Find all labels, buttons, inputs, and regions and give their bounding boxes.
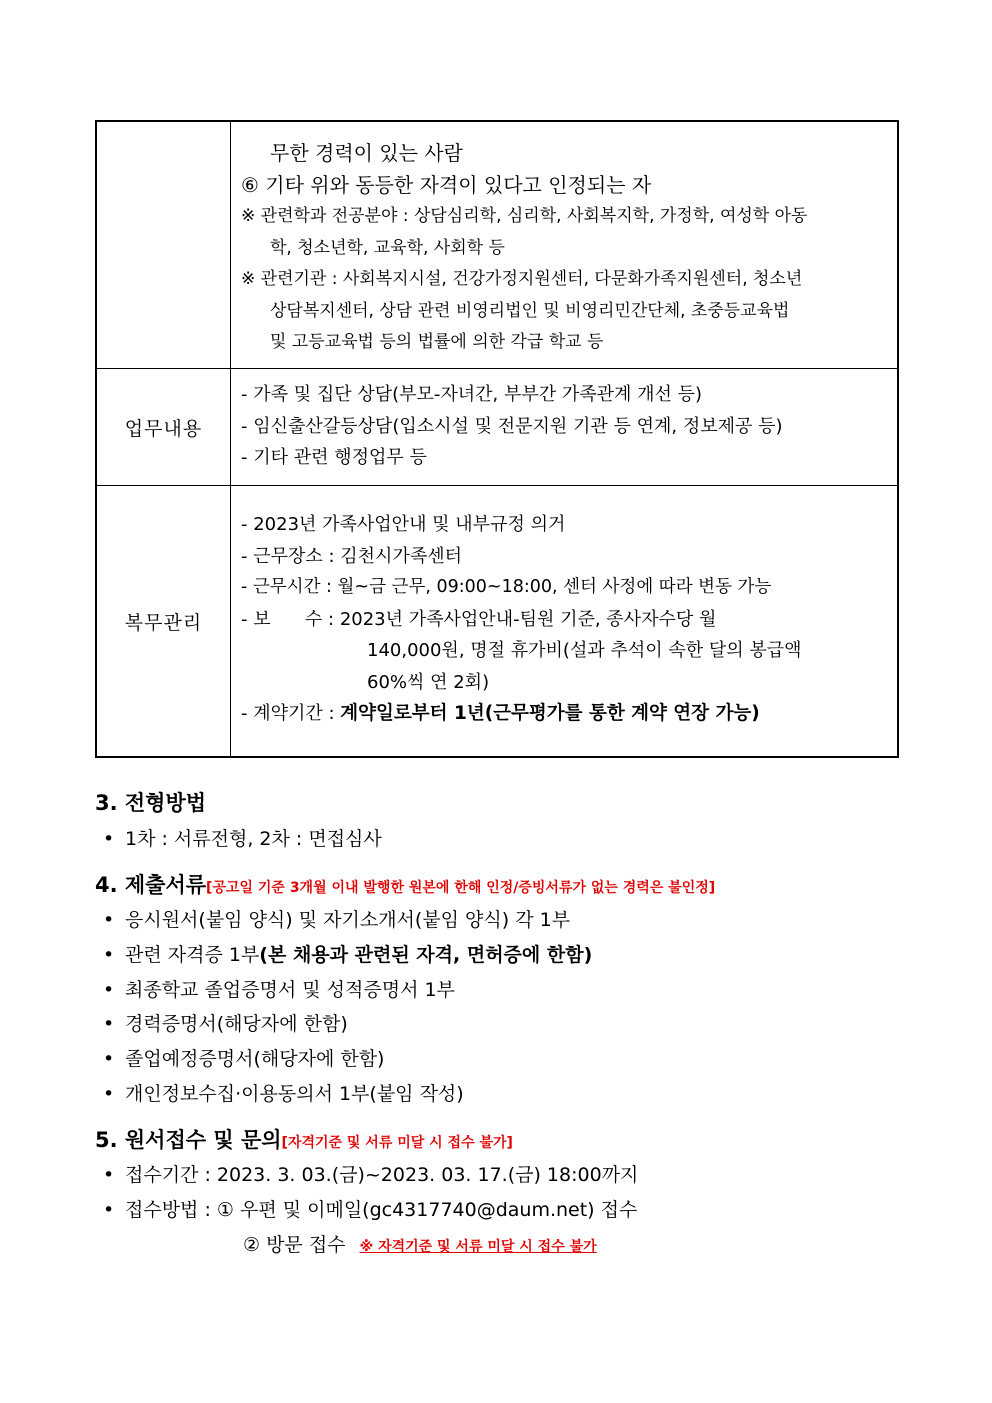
- section-application: [95, 1125, 915, 1264]
- section-title-line: [95, 1125, 915, 1158]
- list-item: [95, 1007, 915, 1042]
- text-line: - 기타 관련 행정업무 등: [241, 447, 427, 468]
- row-content: [231, 486, 897, 756]
- list-item-text: 1차 : 서류전형, 2차 : 면접심사: [125, 828, 382, 850]
- row-label: 복무관리: [97, 486, 231, 756]
- section-note: [공고일 기준 3개월 이내 발행한 원본에 한해 인정/증빙서류가 없는 경력은 불인정]: [206, 880, 716, 896]
- contract-period-value: 계약일로부터 1년(근무평가를 통한 계약 연장 가능): [340, 703, 760, 724]
- bullet-icon: •: [103, 909, 115, 931]
- text-line: - 보 수 : 2023년 가족사업안내-팀원 기준, 종사자수당 월: [241, 608, 717, 630]
- bullet-icon: •: [103, 828, 115, 850]
- text-line: 140,000원, 명절 휴가비(설과 추석이 속한 달의 봉급액: [367, 640, 802, 661]
- list-item-text: 응시원서(붙임 양식) 및 자기소개서(붙임 양식) 각 1부: [125, 909, 571, 931]
- row-label: [97, 122, 231, 368]
- list-item: [95, 938, 915, 973]
- row-content: [231, 122, 897, 368]
- table-row: [97, 122, 897, 368]
- list-item: [95, 822, 915, 857]
- bullet-icon: •: [103, 1048, 115, 1071]
- text-line: 무한 경력이 있는 사람: [270, 141, 463, 165]
- table-row: [97, 368, 897, 485]
- text-line: 및 고등교육법 등의 법률에 의한 각급 학교 등: [270, 332, 604, 352]
- text-line: 상담복지센터, 상담 관련 비영리법인 및 비영리민간단체, 초중등교육법: [270, 300, 790, 321]
- section-documents: [95, 870, 915, 1112]
- bullet-icon: •: [103, 1198, 115, 1221]
- list-item-text: ② 방문 접수: [243, 1233, 346, 1256]
- bullet-icon: •: [103, 1082, 115, 1105]
- list-item-emphasis: (본 채용과 관련된 자격, 면허증에 한함): [259, 943, 593, 966]
- bullet-icon: •: [103, 1013, 115, 1036]
- list-item: [95, 1228, 915, 1265]
- text-line: - 2023년 가족사업안내 및 내부규정 의거: [241, 514, 566, 535]
- text-line: - 근무시간 : 월~금 근무, 09:00~18:00, 센터 사정에 따라 변동 가능: [241, 577, 772, 597]
- warning-note: ※ 자격기준 및 서류 미달 시 접수 불가: [359, 1238, 597, 1255]
- text-line: ⑥ 기타 위와 동등한 자격이 있다고 인정되는 자: [241, 172, 652, 197]
- list-item-text: 경력증명서(해당자에 한함): [125, 1013, 348, 1036]
- bullet-icon: •: [103, 1164, 115, 1186]
- list-item-text: 최종학교 졸업증명서 및 성적증명서 1부: [125, 978, 455, 1001]
- list-item-text: 접수기간 : 2023. 3. 03.(금)~2023. 03. 17.(금) 18:00까지: [125, 1164, 639, 1186]
- list-item: [95, 1158, 915, 1193]
- job-info-table: [95, 120, 899, 758]
- text-line: - 임신출산갈등상담(입소시설 및 전문지원 기관 등 연계, 정보제공 등): [241, 415, 783, 437]
- section-title: 4. 제출서류: [95, 873, 207, 897]
- text-line: 학, 청소년학, 교육학, 사회학 등: [270, 237, 505, 258]
- list-item: [95, 1077, 915, 1112]
- contract-period-label: - 계약기간 :: [241, 703, 341, 724]
- text-line: [241, 698, 887, 730]
- text-line: ※ 관련학과 전공분야 : 상담심리학, 심리학, 사회복지학, 가정학, 여성학 아동: [241, 206, 808, 226]
- list-item-text: 관련 자격증 1부: [125, 943, 260, 966]
- text-line: - 근무장소 : 김천시가족센터: [241, 545, 462, 567]
- list-item-text: 접수방법 : ① 우편 및 이메일(gc4317740@daum.net) 접수: [125, 1198, 638, 1221]
- section-title: 5. 원서접수 및 문의: [95, 1128, 282, 1152]
- list-item-text: 졸업예정증명서(해당자에 한함): [125, 1048, 385, 1071]
- row-label: 업무내용: [97, 369, 231, 485]
- row-content: [231, 369, 897, 485]
- text-line: - 가족 및 집단 상담(부모-자녀간, 부부간 가족관계 개선 등): [241, 384, 703, 405]
- section-note: [자격기준 및 서류 미달 시 접수 불가]: [281, 1135, 513, 1151]
- text-line: 60%씩 연 2회): [367, 671, 490, 693]
- bullet-icon: •: [103, 943, 115, 966]
- bullet-icon: •: [103, 978, 115, 1001]
- table-row: [97, 485, 897, 756]
- list-item: [95, 1193, 915, 1228]
- section-title-line: [95, 870, 915, 903]
- list-item: [95, 903, 915, 938]
- list-item-text: 개인정보수집·이용동의서 1부(붙임 작성): [125, 1082, 464, 1105]
- list-item: [95, 973, 915, 1008]
- section-selection-method: [95, 788, 915, 857]
- section-title: 3. 전형방법: [95, 791, 207, 815]
- list-item: [95, 1042, 915, 1077]
- text-line: ※ 관련기관 : 사회복지시설, 건강가정지원센터, 다문화가족지원센터, 청소년: [241, 269, 803, 289]
